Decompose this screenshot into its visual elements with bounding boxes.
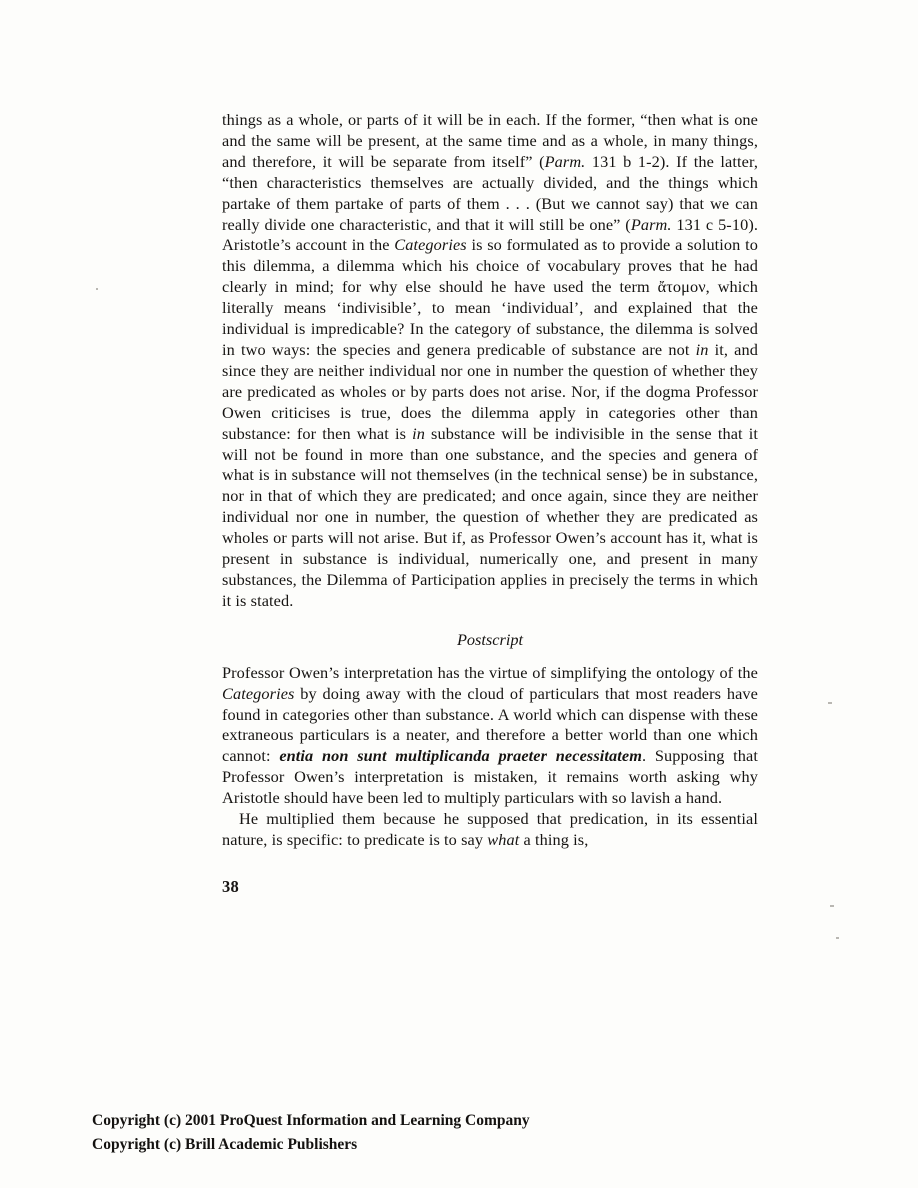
text-column <box>222 110 758 897</box>
postscript-heading: Postscript <box>456 629 524 649</box>
copyright-line-2: Copyright (c) Brill Academic Publishers <box>92 1135 358 1153</box>
scan-artifact <box>96 288 98 290</box>
scan-artifact <box>836 937 839 939</box>
body-paragraph-1: things as a whole, or parts of it will be in each. If the former, “then what is one and the same will be present, at the same time and as a whole, in many things, and therefore, it will be separate from itself” (Parm. 131 b 1-2). If the latter, “then characteristics themselves are actually divided, and the things which partake of them partake of parts of them . . . (But we cannot say) that we can really divide one characteristic, and that it will still be one” (Parm. 131 c 5-10). Aristotle’s account in the Categories is so formulated as to provide a solution to this dilemma, a dilemma which his choice of vocabulary proves that he had clearly in mind; for why else should he have used the term ἄτομον, which literally means ‘indivisible’, to mean ‘individual’, and explained that the individual is impredicable? In the category of substance, the dilemma is solved in two ways: the species and genera predicable of substance are not in it, and since they are neither individual nor one in number the question of whether they are predicated as wholes or by parts does not arise. Nor, if the dogma Professor Owen criticises is true, does the dilemma apply in categories other than substance: for then what is in substance will be indivisible in the sense that it will not be found in more than one substance, and the species and genera of what is in substance will not themselves (in the technical sense) be in substance, nor in that of which they are predicated; and once again, since they are neither individual nor one in number, the question of whether they are predicated as wholes or parts will not arise. But if, as Professor Owen’s account has it, what is present in substance is individual, numerically one, and present in many substances, the Dilemma of Participation applies in precisely the terms in which it is stated. <box>222 110 759 610</box>
page-number: 38 <box>222 876 240 896</box>
scan-artifact <box>828 702 832 704</box>
copyright-line-1: Copyright (c) 2001 ProQuest Information and Learning Company <box>92 1112 530 1129</box>
copyright-footer <box>92 1109 530 1156</box>
scan-artifact <box>830 905 834 907</box>
body-paragraph-3: He multiplied them because he supposed that predication, in its essential nature, is specific: to predicate is to say what a thing is, <box>222 809 758 849</box>
body-paragraph-2: Professor Owen’s interpretation has the virtue of simplifying the ontology of the Categories by doing away with the cloud of particulars that most readers have found in categories other than substance. A world which can dispense with these extraneous particulars is a neater, and therefore a better world than one which cannot: entia non sunt multiplicanda praeter necessitatem. Supposing that Professor Owen’s interpretation is mistaken, it remains worth asking why Aristotle should have been led to multiply particulars with so lavish a hand. <box>222 662 758 808</box>
